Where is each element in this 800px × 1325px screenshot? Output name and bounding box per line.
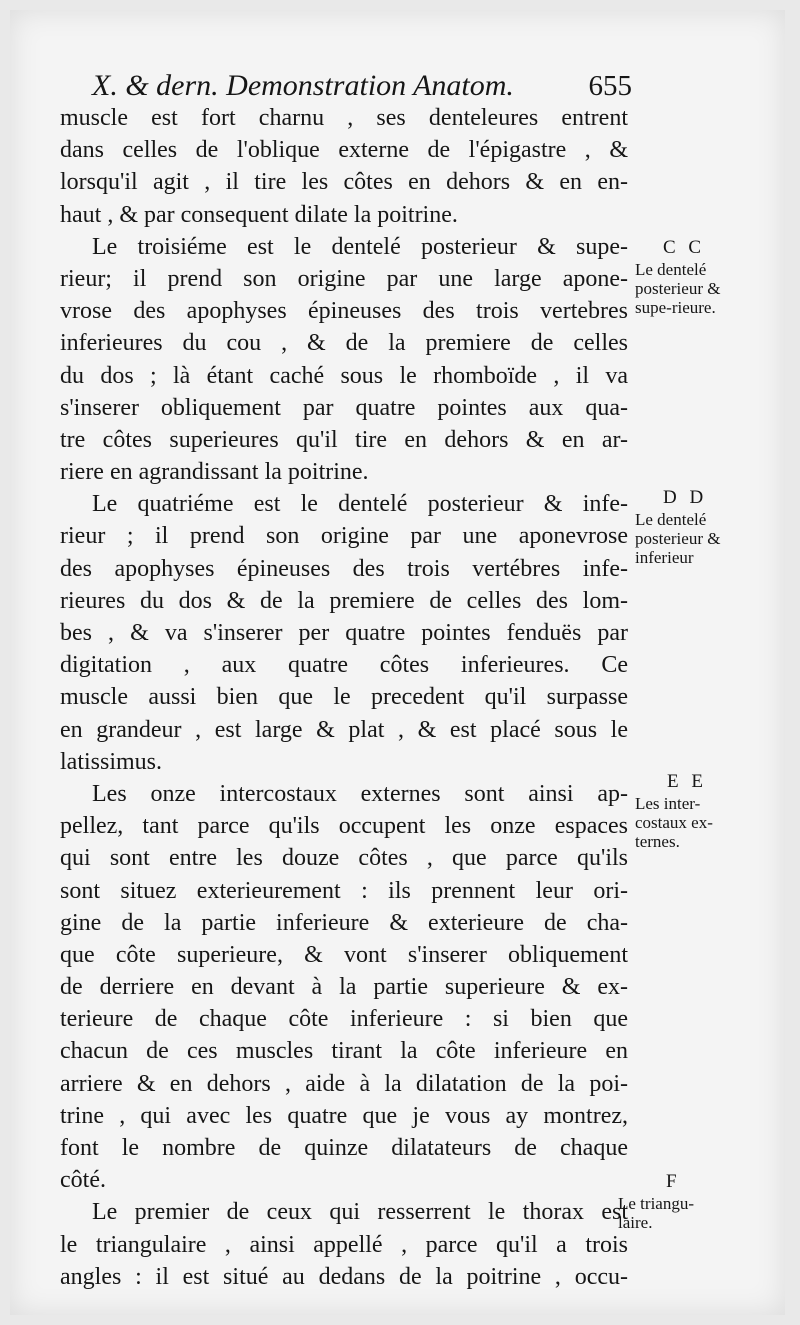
- sidenote-text: Les inter-costaux ex-ternes.: [635, 794, 713, 851]
- sidenote-f: [618, 1172, 738, 1232]
- text-line: pellez, tant parce qu'ils occupent les onze espaces: [60, 813, 628, 840]
- text-line: Le premier de ceux qui resserrent le thorax est: [92, 1199, 628, 1226]
- text-line: le triangulaire , ainsi appellé , parce qu'il a trois: [60, 1231, 628, 1258]
- text-line: du dos ; là étant caché sous le rhomboïde , il va: [60, 362, 628, 389]
- sidenote-text: Le dentelé posterieur & supe-rieure.: [635, 260, 721, 317]
- text-line: que côte superieure, & vont s'inserer obliquement: [60, 941, 628, 968]
- text-line: inferieures du cou , & de la premiere de celles: [60, 330, 628, 357]
- text-line: en grandeur , est large & plat , & est placé sous le: [60, 716, 628, 743]
- sidenote-dd: [635, 488, 745, 567]
- text-line: trine , qui avec les quatre que je vous ay montrez,: [60, 1102, 628, 1129]
- text-line: dans celles de l'oblique externe de l'épigastre , &: [60, 137, 628, 164]
- book-page: [10, 10, 785, 1315]
- running-title: X. & dern. Demonstration Anatom.: [92, 69, 514, 102]
- text-line: riere en agrandissant la poitrine.: [60, 459, 369, 486]
- main-text: [60, 102, 628, 1293]
- text-line: muscle est fort charnu , ses denteleures entrent: [60, 105, 628, 131]
- text-line: de derriere en devant à la partie superieure & ex-: [60, 974, 628, 1001]
- text-line: vrose des apophyses épineuses des trois vertebres: [60, 298, 628, 325]
- text-line: digitation , aux quatre côtes inferieures. Ce: [60, 652, 628, 679]
- text-line: rieur ; il prend son origine par une aponevrose: [60, 523, 628, 550]
- text-line: lorsqu'il agit , il tire les côtes en dehors & en en-: [60, 169, 628, 196]
- text-line: chacun de ces muscles tirant la côte inferieure en: [60, 1038, 628, 1065]
- text-line: Les onze intercostaux externes sont ainsi ap-: [92, 780, 628, 807]
- text-line: rieures du dos & de la premiere de celles des lom-: [60, 587, 628, 614]
- text-line: haut , & par consequent dilate la poitrine.: [60, 201, 458, 228]
- sidenote-cc: [635, 238, 745, 317]
- sidenote-code: E E: [667, 771, 707, 792]
- text-line: côté.: [60, 1167, 106, 1194]
- text-line: muscle aussi bien que le precedent qu'il surpasse: [60, 684, 628, 711]
- text-line: rieur; il prend son origine par une large apone-: [60, 265, 628, 292]
- text-line: latissimus.: [60, 748, 163, 775]
- sidenote-code: D D: [663, 487, 708, 508]
- text-line: tre côtes superieures qu'il tire en dehors & en ar-: [60, 426, 628, 453]
- sidenote-code: F: [666, 1171, 681, 1192]
- sidenote-ee: [635, 772, 745, 851]
- running-header: [92, 66, 632, 106]
- text-line: font le nombre de quinze dilatateurs de chaque: [60, 1135, 628, 1161]
- text-line: terieure de chaque côte inferieure : si bien que: [60, 1006, 628, 1033]
- sidenote-text: Le triangu-laire.: [618, 1194, 694, 1232]
- text-line: sont situez exterieurement : ils prennent leur ori-: [60, 877, 628, 904]
- text-line: Le troisiéme est le dentelé posterieur & supe-: [92, 233, 628, 260]
- page-number: 655: [588, 70, 632, 102]
- text-line: arriere & en dehors , aide à la dilatation de la poi-: [60, 1070, 628, 1097]
- text-line: qui sont entre les douze côtes , que parce qu'ils: [60, 845, 628, 872]
- text-line: angles : il est situé au dedans de la poitrine , occu-: [60, 1263, 628, 1290]
- text-line: Le quatriéme est le dentelé posterieur & infe-: [92, 491, 628, 518]
- sidenote-code: C C: [663, 237, 706, 258]
- text-line: s'inserer obliquement par quatre pointes aux qua-: [60, 394, 628, 421]
- text-line: des apophyses épineuses des trois vertébres infe-: [60, 555, 628, 582]
- text-line: gine de la partie inferieure & exterieure de cha-: [60, 909, 628, 936]
- text-line: bes , & va s'inserer per quatre pointes fenduës par: [60, 620, 628, 646]
- sidenote-text: Le dentelé posterieur & inferieur: [635, 510, 721, 567]
